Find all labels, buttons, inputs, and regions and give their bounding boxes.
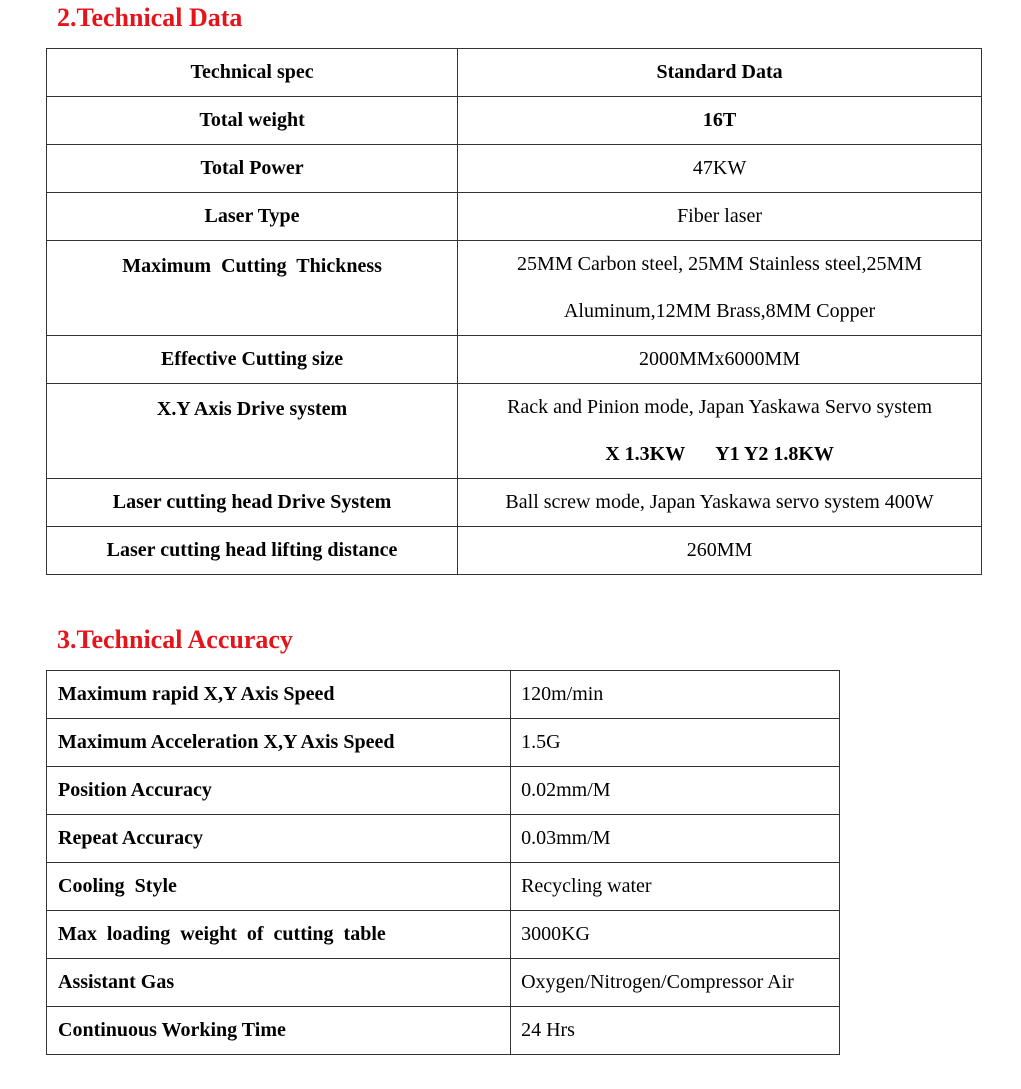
table-row bbox=[47, 959, 840, 1007]
technical-accuracy-table bbox=[46, 670, 840, 1055]
table-row bbox=[47, 479, 982, 527]
x-axis-power: X 1.3KW bbox=[605, 443, 686, 465]
table-row bbox=[47, 527, 982, 575]
spec-label: Laser cutting head lifting distance bbox=[47, 527, 458, 575]
spec-label: Repeat Accuracy bbox=[47, 815, 511, 863]
spec-value: Oxygen/Nitrogen/Compressor Air bbox=[511, 959, 840, 1007]
spec-value bbox=[458, 384, 982, 479]
header-standard-data: Standard Data bbox=[458, 49, 982, 97]
spec-value-line: 25MM Carbon steel, 25MM Stainless steel,25MM bbox=[517, 253, 923, 275]
spec-label: Max loading weight of cutting table bbox=[47, 911, 511, 959]
section-title-technical-data: 2.Technical Data bbox=[57, 3, 243, 32]
spec-label: Laser Type bbox=[47, 193, 458, 241]
y-axis-power: Y1 Y2 1.8KW bbox=[715, 443, 834, 465]
spec-value: 260MM bbox=[458, 527, 982, 575]
spec-label: Continuous Working Time bbox=[47, 1007, 511, 1055]
spec-label: X.Y Axis Drive system bbox=[47, 384, 458, 479]
spec-label: Total weight bbox=[47, 97, 458, 145]
spec-label: Position Accuracy bbox=[47, 767, 511, 815]
spec-value: 2000MMx6000MM bbox=[458, 336, 982, 384]
spec-label: Total Power bbox=[47, 145, 458, 193]
spec-value: Recycling water bbox=[511, 863, 840, 911]
spec-value: 3000KG bbox=[511, 911, 840, 959]
table-row bbox=[47, 863, 840, 911]
technical-data-table bbox=[46, 48, 982, 575]
table-row bbox=[47, 1007, 840, 1055]
table-row bbox=[47, 815, 840, 863]
table-row bbox=[47, 241, 982, 336]
table-row bbox=[47, 719, 840, 767]
table-row bbox=[47, 671, 840, 719]
spec-label: Assistant Gas bbox=[47, 959, 511, 1007]
section-title-technical-accuracy: 3.Technical Accuracy bbox=[57, 625, 293, 654]
spec-value: 0.02mm/M bbox=[511, 767, 840, 815]
spec-value: Ball screw mode, Japan Yaskawa servo system 400W bbox=[458, 479, 982, 527]
spec-label: Laser cutting head Drive System bbox=[47, 479, 458, 527]
table-row bbox=[47, 384, 982, 479]
spec-value: 16T bbox=[458, 97, 982, 145]
table-row bbox=[47, 97, 982, 145]
spec-value: 120m/min bbox=[511, 671, 840, 719]
table-row bbox=[47, 193, 982, 241]
spec-value: 0.03mm/M bbox=[511, 815, 840, 863]
table-row bbox=[47, 145, 982, 193]
spec-value-line: Rack and Pinion mode, Japan Yaskawa Servo system bbox=[507, 396, 933, 418]
spec-value: 1.5G bbox=[511, 719, 840, 767]
spec-label: Maximum Cutting Thickness bbox=[47, 241, 458, 336]
spec-value: 47KW bbox=[458, 145, 982, 193]
spec-value: 24 Hrs bbox=[511, 1007, 840, 1055]
table-row bbox=[47, 336, 982, 384]
spec-label: Maximum rapid X,Y Axis Speed bbox=[47, 671, 511, 719]
spec-label: Effective Cutting size bbox=[47, 336, 458, 384]
spec-label: Cooling Style bbox=[47, 863, 511, 911]
spec-value: Fiber laser bbox=[458, 193, 982, 241]
spec-value-line: Aluminum,12MM Brass,8MM Copper bbox=[563, 300, 876, 322]
spec-label: Maximum Acceleration X,Y Axis Speed bbox=[47, 719, 511, 767]
header-technical-spec: Technical spec bbox=[47, 49, 458, 97]
servo-power-line bbox=[458, 431, 981, 478]
table-header-row bbox=[47, 49, 982, 97]
spec-value bbox=[458, 241, 982, 336]
table-row bbox=[47, 767, 840, 815]
table-row bbox=[47, 911, 840, 959]
